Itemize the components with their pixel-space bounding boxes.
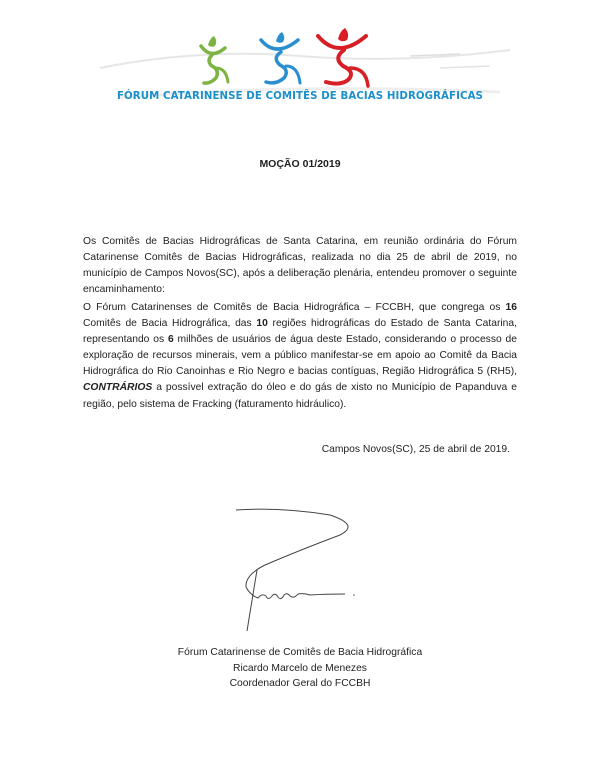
paragraph-intro: Os Comitês de Bacias Hidrográficas de Santa Catarina, em reunião ordinária do Fórum Catarinense Comitês de Bacias Hidrográficas, realizada no dia 25 de abril de 2019, no município de Campos Novos(SC), após a deliberação plenária, entendeu promover o seguinte encaminhamento: <box>83 236 517 296</box>
signature-block <box>0 645 600 692</box>
bold-count-users: 6 <box>167 334 174 346</box>
document-title: MOÇÃO 01/2019 <box>259 158 341 170</box>
paragraph-text: Comitês de Bacia Hidrográfica, das <box>83 318 257 330</box>
forum-logo <box>80 28 520 110</box>
date-line: Campos Novos(SC), 25 de abril de 2019. <box>321 444 510 455</box>
paragraph-text: a possível extração do óleo e do gás de xisto no Município de Papanduva e região, pelo sistema de Fracking (faturamento hidráulico). <box>83 382 517 410</box>
paragraph-text: regiões hidrográficas do Estado de Santa Catarina, representando os <box>83 318 517 346</box>
blue-figure-icon <box>261 32 300 83</box>
signature-image <box>220 495 360 635</box>
red-figure-icon <box>318 28 368 86</box>
bold-italic-contrarios: CONTRÁRIOS <box>83 382 153 394</box>
signatory-role: Coordenador Geral do FCCBH <box>229 678 371 689</box>
paragraph-text: O Fórum Catarinenses de Comitês de Bacia Hidrográfica – FCCBH, que congrega os <box>83 302 506 313</box>
logo-text: FÓRUM CATARINENSE DE COMITÊS DE BACIAS HIDROGRÁFICAS <box>116 91 483 102</box>
green-figure-icon <box>201 36 228 83</box>
bold-count-committees: 16 <box>505 302 517 313</box>
logo-figures <box>198 28 398 90</box>
paragraph-motion <box>83 300 517 413</box>
paragraph-text: milhões de usuários de água deste Estado, considerando o processo de exploração de recursos minerais, vem a público manifestar-se em apoio ao Comitê da Bacia Hidrográfica do Rio Canoinhas e Rio Negro e bacias contíguas, Região Hidrográfica 5 (RH5), <box>83 334 517 378</box>
signatory-name: Ricardo Marcelo de Menezes <box>233 662 367 674</box>
bold-count-regions: 10 <box>256 318 268 330</box>
signatory-organization: Fórum Catarinense de Comitês de Bacia Hidrográfica <box>177 647 423 658</box>
